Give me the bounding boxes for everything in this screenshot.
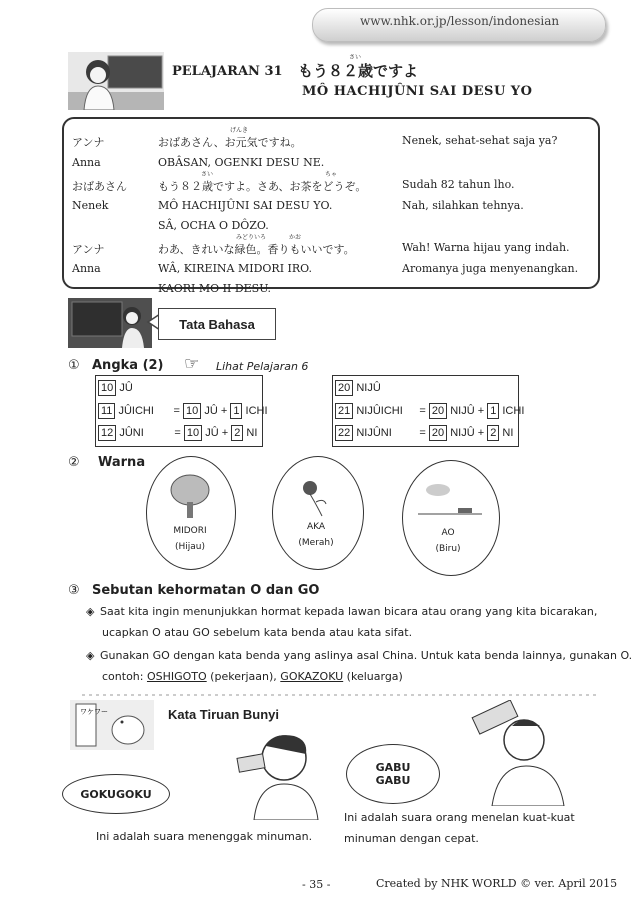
table-row: 22 NIJÛNI = 20 NIJÛ + 2 NI: [335, 425, 513, 441]
rose-icon: [296, 478, 336, 518]
section-number: ②: [68, 455, 80, 470]
page-number: - 35 -: [302, 878, 331, 891]
table-row: 20 NIJÛ: [335, 380, 381, 396]
dialogue-line: もう８２歳ですよ。さあ、お茶をどうぞ。: [158, 180, 367, 193]
color-name-id: (Biru): [435, 544, 461, 554]
chick-sign-illustration: [70, 700, 154, 750]
sound-caption-gokugoku: Ini adalah suara menenggak minuman.: [96, 830, 313, 843]
dialogue-line: WÂ, KIREINA MIDORI IRO.: [158, 262, 313, 275]
sound-word: GABU: [375, 774, 411, 787]
furigana-cha: ちゃ: [325, 171, 338, 178]
dialogue-speaker: Anna: [72, 156, 101, 169]
color-name-jp: MIDORI: [173, 526, 207, 536]
copyright: Created by NHK WORLD © ver. April 2015: [376, 877, 618, 890]
color-name-id: (Merah): [298, 538, 334, 548]
section-title-numbers: Angka (2): [92, 358, 164, 373]
dialogue-translation: Nah, silahkan tehnya.: [402, 199, 524, 212]
furigana-sai: さい: [349, 54, 362, 61]
bullet-icon: ◈: [86, 605, 95, 618]
grammar-teacher-illustration: [68, 298, 152, 348]
teacher-illustration: [68, 52, 164, 110]
dialogue-line: KAORI MO II DESU.: [158, 282, 271, 295]
reference-note: Lihat Pelajaran 6: [216, 360, 309, 373]
dialogue-line: おばあさん、お元気ですね。: [158, 136, 302, 149]
table-row: 12 JÛNI = 10 JÛ + 2 NI: [98, 425, 257, 441]
dialogue-line: MÔ HACHIJÛNI SAI DESU YO.: [158, 199, 333, 212]
onomatopoeia-title: Kata Tiruan Bunyi: [168, 707, 280, 722]
furigana-midori: みどりいろ: [236, 234, 267, 241]
decorative-divider: [82, 690, 598, 700]
dialogue-line: OBÂSAN, OGENKI DESU NE.: [158, 156, 325, 169]
pointing-hand-icon: ☞: [184, 354, 200, 374]
dialogue-translation: Nenek, sehat-sehat saja ya?: [402, 134, 558, 147]
table-row: 21 NIJÛICHI = 20 NIJÛ + 1 ICHI: [335, 403, 524, 419]
sound-caption-gabugabu-cont: minuman dengan cepat.: [344, 832, 479, 845]
sky-icon: [418, 478, 482, 518]
bullet-icon: ◈: [86, 649, 95, 662]
lesson-title-romaji: MÔ HACHIJÛNI SAI DESU YO: [302, 84, 533, 99]
table-row: 11 JÛICHI = 10 JÛ + 1 ICHI: [98, 403, 268, 419]
honorific-rule-1-cont: ucapkan O atau GO sebelum kata benda atau kata sifat.: [102, 626, 413, 639]
site-url: www.nhk.or.jp/lesson/indonesian: [360, 14, 560, 28]
dialogue-translation: Aromanya juga menyenangkan.: [402, 262, 579, 275]
table-row: 10 JÛ: [98, 380, 133, 396]
section-number: ③: [68, 583, 80, 598]
tree-icon: [166, 474, 214, 518]
dialogue-translation: Sudah 82 tahun lho.: [402, 178, 515, 191]
man-gulping-illustration: [446, 700, 596, 806]
boy-drinking-illustration: [214, 730, 336, 820]
sound-bubble-gabugabu: [346, 744, 440, 804]
dialogue-speaker: おばあさん: [72, 180, 127, 193]
color-name-jp: AO: [441, 528, 455, 538]
sign-text: ワケワー: [80, 708, 108, 716]
lesson-title-japanese: もう８２歳ですよ: [298, 62, 419, 80]
dialogue-speaker: Anna: [72, 262, 101, 275]
furigana-sai: さい: [201, 171, 214, 178]
dialogue-speaker: Nenek: [72, 199, 109, 212]
furigana-genki: げんき: [230, 127, 249, 134]
section-number: ①: [68, 358, 80, 373]
sound-caption-gabugabu: Ini adalah suara orang menelan kuat-kuat: [344, 811, 575, 824]
honorific-rule-2: Gunakan GO dengan kata benda yang aslinya asal China. Untuk kata benda lainnya, gunakan O.: [100, 649, 633, 662]
dialogue-line: SÂ, OCHA O DÔZO.: [158, 219, 269, 232]
section-title-colors: Warna: [98, 455, 146, 470]
grammar-tag: Tata Bahasa: [158, 308, 276, 340]
dialogue-speaker: アンナ: [72, 136, 105, 149]
section-title-honorific: Sebutan kehormatan O dan GO: [92, 583, 320, 598]
dialogue-translation: Wah! Warna hijau yang indah.: [402, 241, 570, 254]
honorific-example: contoh: OSHIGOTO (pekerjaan), GOKAZOKU (keluarga): [102, 670, 403, 683]
furigana-kaori: かお: [289, 234, 302, 241]
dialogue-speaker: アンナ: [72, 243, 105, 256]
lesson-number: PELAJARAN 31: [172, 64, 283, 79]
sound-word: GABU: [375, 761, 411, 774]
honorific-rule-1: Saat kita ingin menunjukkan hormat kepada lawan bicara atau orang yang kita bicarakan,: [100, 605, 598, 618]
color-name-id: (Hijau): [174, 542, 205, 552]
sound-bubble-gokugoku: GOKUGOKU: [62, 774, 170, 814]
dialogue-line: わあ、きれいな緑色。香りもいいです。: [158, 243, 355, 256]
color-name-jp: AKA: [306, 522, 326, 532]
